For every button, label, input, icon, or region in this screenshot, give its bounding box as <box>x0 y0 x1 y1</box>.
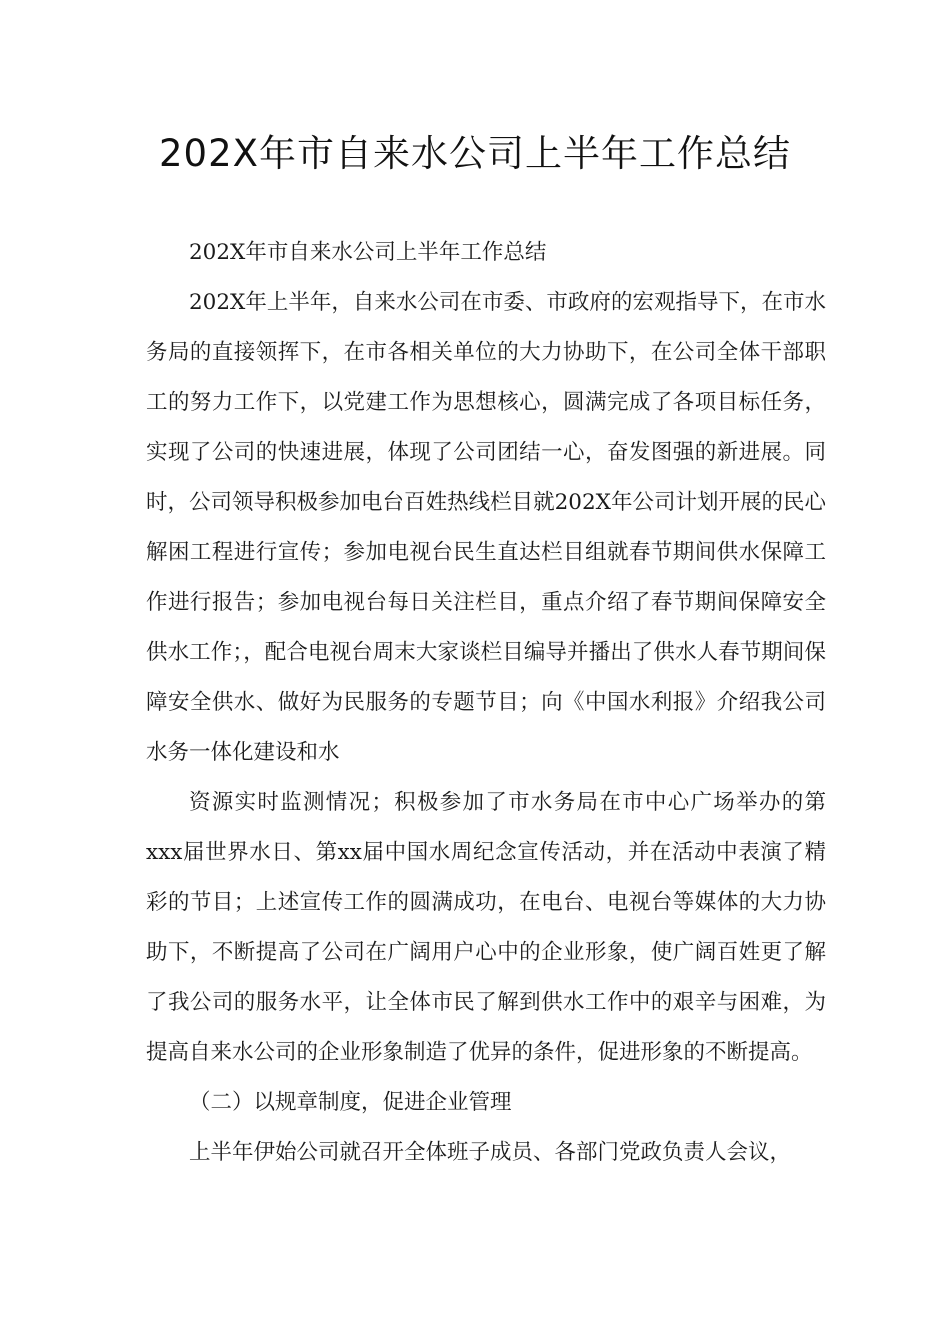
paragraph-subtitle: 202X年市自来水公司上半年工作总结 <box>189 240 547 265</box>
paragraph-publicity: 资源实时监测情况；积极参加了市水务局在市中心广场举办的第xxx届世界水日、第xx届中国水周纪念宣传活动，并在活动中表演了精彩的节目；上述宣传工作的圆满成功，在电台、电视台等媒体的大力协助下，不断提高了公司在广阔用户心中的企业形象，使广阔百姓更了解了我公司的服务水平，让全体市民了解到供水工作中的艰辛与困难，为提高自来水公司的企业形象制造了优异的条件，促进形象的不断提高。 <box>146 790 826 1065</box>
section-heading-rules: （二）以规章制度，促进企业管理 <box>189 1090 512 1115</box>
document-title: 202X年市自来水公司上半年工作总结 <box>159 132 791 175</box>
document-body <box>146 228 826 1178</box>
paragraph-overview: 202X年上半年，自来水公司在市委、市政府的宏观指导下，在市水务局的直接领挥下，在市各相关单位的大力协助下，在公司全体干部职工的努力工作下，以党建工作为思想核心，圆满完成了各项目标任务，实现了公司的快速进展，体现了公司团结一心，奋发图强的新进展。同时，公司领导积极参加电台百姓热线栏目就202X年公司计划开展的民心解困工程进行宣传；参加电视台民生直达栏目组就春节期间供水保障工作进行报告；参加电视台每日关注栏目，重点介绍了春节期间保障安全供水工作；，配合电视台周末大家谈栏目编导并播出了供水人春节期间保障安全供水、做好为民服务的专题节目；向《中国水利报》介绍我公司水务一体化建设和水 <box>146 290 826 765</box>
paragraph-meeting: 上半年伊始公司就召开全体班子成员、各部门党政负责人会议， <box>189 1140 792 1165</box>
